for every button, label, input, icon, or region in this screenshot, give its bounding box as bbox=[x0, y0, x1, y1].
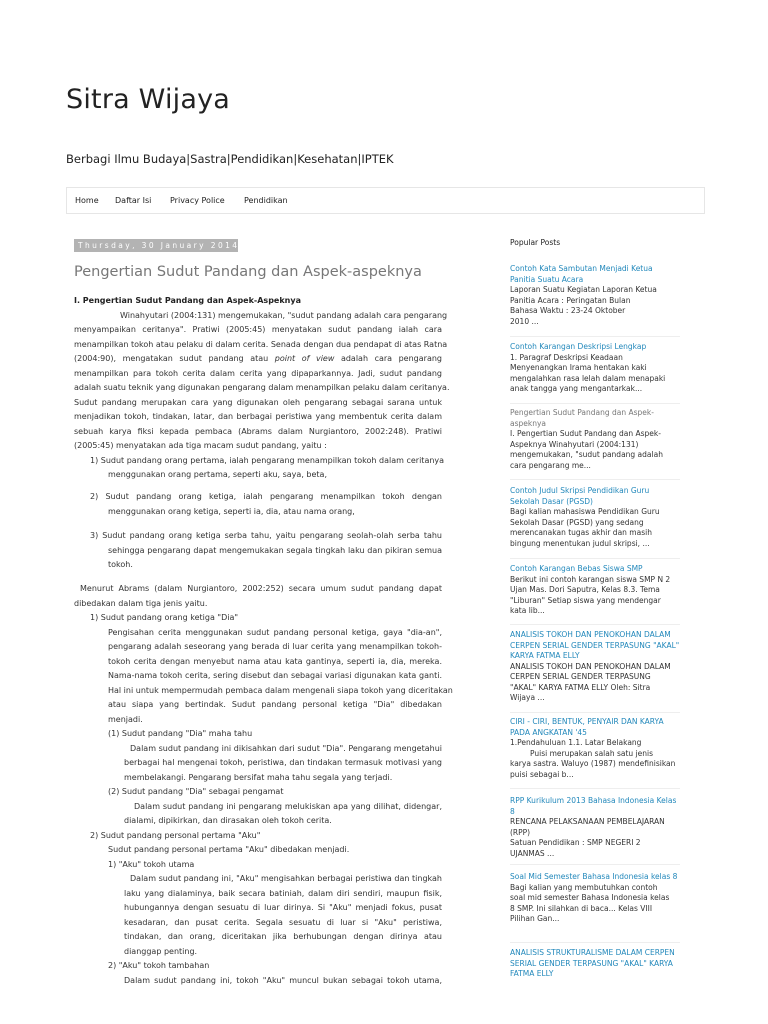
divider bbox=[510, 788, 680, 789]
post-line: dialami, dipikirkan, dan dirasakan oleh tokoh cerita. bbox=[124, 816, 332, 825]
divider bbox=[510, 403, 680, 404]
popular-post-snippet: Laporan Suatu Kegiatan Laporan Ketua bbox=[510, 285, 657, 294]
popular-post bbox=[510, 948, 680, 980]
post-line: Sudut pandang personal pertama "Aku" dibedakan menjadi. bbox=[108, 845, 350, 854]
blog-header bbox=[66, 84, 706, 166]
post-line: sebuah karya fiksi kepada pembaca (Abrams dalam Nurgiantoro, 2002:248). Pratiwi bbox=[74, 426, 442, 436]
popular-post bbox=[510, 630, 680, 704]
divider bbox=[510, 624, 680, 625]
popular-post-link[interactable]: ANALISIS TOKOH DAN PENOKOHAN DALAM CERPEN SERIAL GENDER TERPASUNG "AKAL" KARYA FATMA ELLY bbox=[510, 630, 680, 660]
post-line: (2004:90), mengatakan sudut pandang atau point of view adalah cara pengarang bbox=[74, 354, 442, 363]
popular-post bbox=[510, 342, 680, 395]
popular-post-snippet: anak tangga yang mengantarkak... bbox=[510, 384, 643, 393]
post-line: membelakangi. Pengarang bersifat maha tahu segala yang terjadi. bbox=[124, 772, 393, 782]
post-line: 2) Sudut pandang personal pertama "Aku" bbox=[90, 830, 261, 840]
popular-post-snippet: UJANMAS ... bbox=[510, 848, 555, 858]
popular-post-snippet: I. Pengertian Sudut Pandang dan Aspek- bbox=[510, 429, 661, 438]
divider bbox=[510, 336, 680, 337]
popular-post-link[interactable]: Contoh Kata Sambutan Menjadi Ketua Panitia Suatu Acara bbox=[510, 264, 653, 284]
blog-description: Berbagi Ilmu Budaya|Sastra|Pendidikan|Kesehatan|IPTEK bbox=[66, 152, 394, 166]
popular-post-snippet: mengalahkan rasa lelah dalam menapaki bbox=[510, 373, 666, 383]
popular-post bbox=[510, 717, 680, 780]
post-line: Menurut Abrams (dalam Nurgiantoro, 2002:252) secara umum sudut pandang dapat bbox=[80, 584, 442, 593]
popular-post-snippet: "AKAL" KARYA FATMA ELLY Oleh: Sitra bbox=[510, 682, 651, 692]
popular-post-snippet: puisi sebagai b... bbox=[510, 769, 574, 779]
popular-post-snippet: Bagi kalian yang membutuhkan contoh bbox=[510, 882, 658, 892]
post-line: hubungannya dengan sesuatu di luar dirinya. Si "Aku" menjadi fokus, pusat bbox=[124, 903, 442, 912]
popular-post-snippet: 8 SMP. Ini silahkan di baca... Kelas VIII bbox=[510, 903, 653, 913]
post-line: adalah suatu teknik yang digunakan pengarang dalam menampilkan pelaku dalam ceritanya. bbox=[74, 383, 450, 392]
post-line: menggunakan orang ketiga, seperti ia, dia, atau nama orang, bbox=[108, 506, 355, 516]
post-line: tokoh. bbox=[108, 560, 133, 569]
tab-daftar-isi[interactable]: Daftar Isi bbox=[115, 196, 152, 205]
post-line: menyampaikan ceritanya". Pratiwi (2005:45) menyatakan sudut pandang ialah cara bbox=[74, 325, 442, 334]
nav-tabs bbox=[66, 187, 705, 214]
post-line: berbagai hal mengenai tokoh, peristiwa, dan tindakan termasuk motivasi yang bbox=[124, 758, 442, 767]
popular-post-snippet: "Liburan" Setiap siswa yang mendengar bbox=[510, 595, 661, 605]
post-line: laku yang dialaminya, baik secara batiniah, dalam diri sendiri, maupun fisik, bbox=[124, 888, 442, 898]
popular-post-snippet: bingung menentukan judul skripsi, ... bbox=[510, 538, 650, 548]
post-line: 1) "Aku" tokoh utama bbox=[108, 859, 195, 869]
popular-post-snippet: Menyenangkan Irama hentakan kaki bbox=[510, 363, 647, 372]
tab-home[interactable]: Home bbox=[75, 196, 99, 205]
post-line: Sudut pandang merupakan cara yang digunakan oleh pengarang sebagai sarana untuk bbox=[74, 397, 442, 407]
post-line: atau siapa yang bertindak. Sudut pandang personal ketiga "Dia" dibedakan bbox=[108, 700, 442, 709]
post-line: Nama-nama tokoh cerita, sering disebut dan sebagai variasi digunakan kata ganti. bbox=[108, 671, 442, 680]
popular-post-link[interactable]: ANALISIS STRUKTURALISME DALAM CERPEN SERIAL GENDER TERPASUNG "AKAL" KARYA FATMA ELLY bbox=[510, 948, 675, 978]
popular-post-snippet: kata lib... bbox=[510, 606, 545, 615]
post-line: menggunakan orang pertama, seperti aku, saya, beta, bbox=[108, 470, 327, 479]
popular-post-snippet: Pilihan Gan... bbox=[510, 914, 560, 923]
popular-posts-heading: Popular Posts bbox=[510, 238, 561, 247]
popular-post-snippet: 1. Paragraf Deskripsi Keadaan bbox=[510, 352, 623, 362]
post-line: menjadi. bbox=[108, 714, 143, 724]
popular-post-snippet: merencanakan tugas akhir dan masih bbox=[510, 528, 652, 537]
post-line: menampilkan tokoh atau pelaku di dalam cerita. Senada dengan dua pendapat di atas Ratna bbox=[74, 339, 448, 349]
post-line: tindakan, dan orang, diceritakan jika berhubungan dengan dirinya atau bbox=[124, 932, 442, 941]
post-heading: I. Pengertian Sudut Pandang dan Aspek-Aspeknya bbox=[74, 296, 301, 305]
popular-post-snippet: ANALISIS TOKOH DAN PENOKOHAN DALAM bbox=[510, 661, 671, 671]
post-line: menjadikan tokoh, tindakan, latar, dan berbagai peristiwa yang membentuk cerita dalam bbox=[74, 412, 442, 421]
popular-post-snippet: cara pengarang me... bbox=[510, 460, 591, 470]
divider bbox=[510, 558, 680, 559]
popular-post-snippet: RENCANA PELAKSANAAN PEMBELAJARAN bbox=[510, 817, 665, 826]
post-line: Winahyutari (2004:131) mengemukakan, "sudut pandang adalah cara pengarang bbox=[120, 310, 448, 320]
post-line: Dalam sudut pandang ini, tokoh "Aku" muncul bukan sebagai tokoh utama, bbox=[124, 975, 442, 985]
post-line: Dalam sudut pandang ini pengarang melukiskan apa yang dilihat, didengar, bbox=[134, 801, 442, 811]
popular-post-link[interactable]: Contoh Karangan Bebas Siswa SMP bbox=[510, 564, 643, 573]
popular-post-snippet: karya sastra. Waluyo (1987) mendefinisikan bbox=[510, 759, 676, 768]
post-title[interactable]: Pengertian Sudut Pandang dan Aspek-aspeknya bbox=[74, 264, 422, 280]
post-date: Thursday, 30 January 2014 bbox=[74, 239, 238, 252]
post-line: Dalam sudut pandang ini, "Aku" mengisahkan berbagai peristiwa dan tingkah bbox=[130, 874, 442, 883]
popular-post-snippet: 2010 ... bbox=[510, 316, 539, 326]
popular-post-link[interactable]: Contoh Judul Skripsi Pendidikan Guru Sekolah Dasar (PGSD) bbox=[510, 486, 650, 506]
popular-post-snippet: CERPEN SERIAL GENDER TERPASUNG bbox=[510, 672, 651, 681]
divider bbox=[510, 942, 680, 943]
popular-post-link[interactable]: CIRI - CIRI, BENTUK, PENYAIR DAN KARYA PADA ANGKATAN '45 bbox=[510, 717, 664, 737]
popular-post-snippet: Berikut ini contoh karangan siswa SMP N 2 bbox=[510, 574, 671, 584]
post-line: pengarang adalah seseorang yang berada di luar cerita yang menampilkan tokoh- bbox=[108, 642, 442, 651]
popular-post-link[interactable]: Pengertian Sudut Pandang dan Aspek-aspeknya bbox=[510, 408, 654, 428]
popular-post-snippet: Puisi merupakan salah satu jenis bbox=[530, 748, 654, 758]
tab-privacy-police[interactable]: Privacy Police bbox=[170, 196, 225, 205]
post-line: (2) Sudut pandang "Dia" sebagai pengamat bbox=[108, 787, 284, 796]
italic-term: point of view bbox=[274, 354, 335, 363]
popular-post-snippet: soal mid semester Bahasa Indonesia kelas bbox=[510, 893, 670, 902]
popular-post bbox=[510, 408, 680, 471]
popular-post bbox=[510, 796, 680, 859]
post-line: Hal ini untuk mempermudah pembaca dalam mengenali siapa tokoh yang diceritakan bbox=[108, 685, 453, 695]
divider bbox=[510, 479, 680, 480]
popular-post-snippet: 1.Pendahuluan 1.1. Latar Belakang bbox=[510, 738, 642, 747]
popular-post-link[interactable]: Soal Mid Semester Bahasa Indonesia kelas 8 bbox=[510, 872, 678, 881]
popular-post bbox=[510, 264, 680, 327]
popular-post-snippet: Bagi kalian mahasiswa Pendidikan Guru bbox=[510, 507, 660, 516]
post-line: Pengisahan cerita menggunakan sudut pandang personal ketiga, gaya "dia-an", bbox=[108, 627, 442, 637]
post-line: 2) "Aku" tokoh tambahan bbox=[108, 961, 210, 970]
post-line: tokoh cerita dengan menyebut nama atau kata gantinya, seperti ia, dia, mereka. bbox=[108, 656, 442, 666]
post-line: (2005:45) menyatakan ada tiga macam sudut pandang, yaitu : bbox=[74, 441, 327, 450]
popular-post-snippet: mengemukakan, "sudut pandang adalah bbox=[510, 450, 663, 459]
popular-post-link[interactable]: Contoh Karangan Deskripsi Lengkap bbox=[510, 342, 647, 351]
post-line: Dalam sudut pandang ini dikisahkan dari sudut "Dia". Pengarang mengetahui bbox=[130, 743, 442, 753]
popular-post-snippet: Wijaya ... bbox=[510, 693, 545, 702]
popular-post-snippet: Bahasa Waktu : 23-24 Oktober bbox=[510, 306, 626, 315]
popular-post-snippet: Aspeknya Winahyutari (2004:131) bbox=[510, 439, 639, 449]
divider bbox=[510, 712, 680, 713]
post-line: 1) Sudut pandang orang pertama, ialah pengarang menampilkan tokoh dalam ceritanya bbox=[90, 455, 445, 465]
popular-post bbox=[510, 564, 680, 617]
post-line: dianggap penting. bbox=[124, 946, 198, 956]
post-line: (1) Sudut pandang "Dia" maha tahu bbox=[108, 729, 253, 738]
blog-title[interactable]: Sitra Wijaya bbox=[66, 84, 231, 115]
divider bbox=[510, 864, 680, 865]
tab-pendidikan[interactable]: Pendidikan bbox=[244, 196, 288, 205]
post-line: kesadaran, dan pusat cerita. Segala sesuatu di luar si "Aku" peristiwa, bbox=[124, 917, 442, 927]
post-line: menampilkan para tokoh cerita dalam cerita yang dipaparkannya. Jadi, sudut pandang bbox=[74, 368, 442, 378]
popular-post-link[interactable]: RPP Kurikulum 2013 Bahasa Indonesia Kelas 8 bbox=[510, 796, 677, 816]
post-line: 1) Sudut pandang orang ketiga "Dia" bbox=[90, 613, 239, 622]
post-line: 2) Sudut pandang orang ketiga, ialah pengarang menampilkan tokoh dengan bbox=[90, 492, 442, 501]
popular-post-snippet: (RPP) bbox=[510, 827, 531, 837]
post-line: sehingga pengarang dapat mengemukakan segala tingkah laku dan pikiran semua bbox=[108, 545, 442, 555]
popular-post-snippet: Satuan Pendidikan : SMP NEGERI 2 bbox=[510, 838, 641, 847]
popular-post bbox=[510, 872, 680, 925]
popular-post-snippet: Panitia Acara : Peringatan Bulan bbox=[510, 295, 631, 305]
post-line: 3) Sudut pandang orang ketiga serba tahu, yaitu pengarang seolah-olah serba tahu bbox=[90, 531, 442, 540]
popular-post-snippet: Ujan Mas. Dori Saputra, Kelas 8.3. Tema bbox=[510, 585, 660, 594]
popular-post-snippet: Sekolah Dasar (PGSD) yang sedang bbox=[510, 517, 644, 527]
post-line: dibedakan dalam tiga jenis yaitu. bbox=[74, 598, 208, 608]
popular-post bbox=[510, 486, 680, 549]
